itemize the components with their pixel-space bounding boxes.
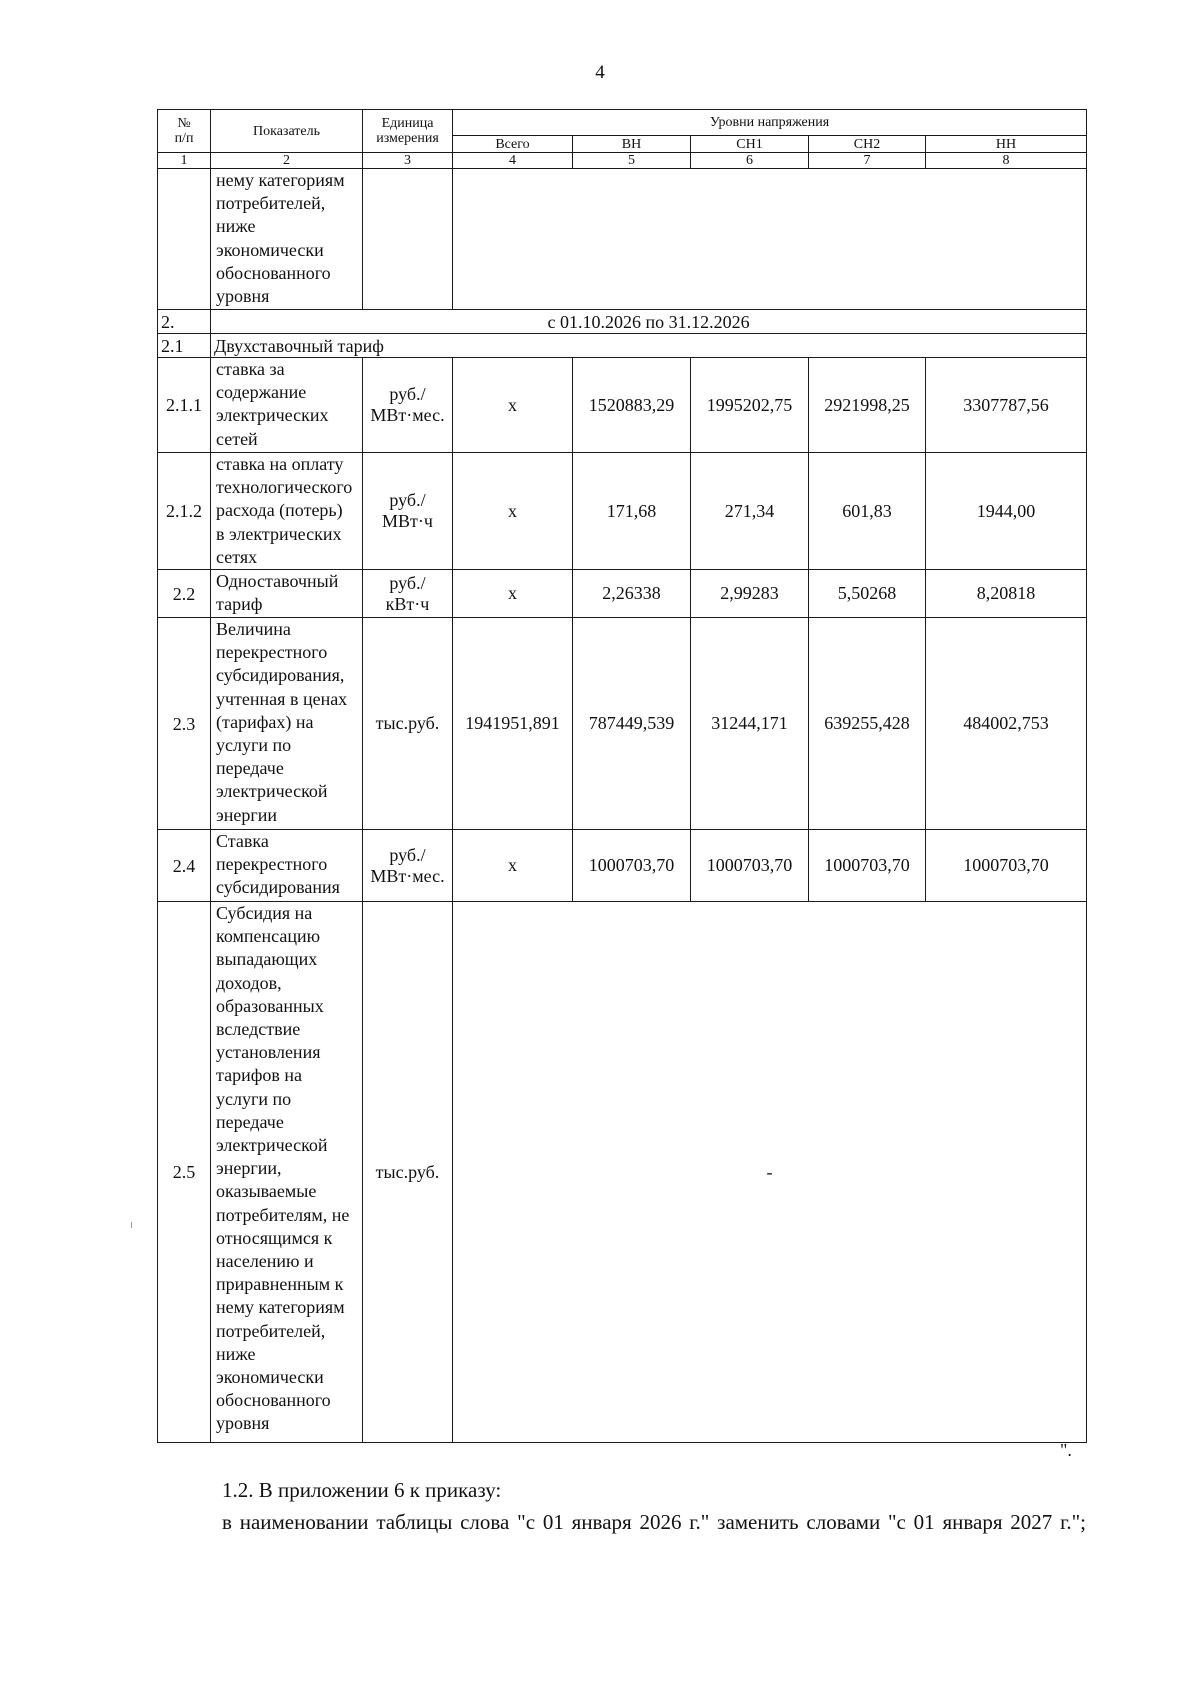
section-row-2-1 bbox=[158, 334, 1087, 358]
header-col-sn1: СН1 bbox=[691, 136, 809, 153]
row-number: 2.5 bbox=[158, 902, 211, 1443]
indicator-text: Величина перекрестного субсидирования, учтенная в ценах (тарифах) на услуги по передаче электрической энергии bbox=[211, 618, 363, 830]
unit-text: руб./ МВт·мес. bbox=[363, 358, 453, 453]
header-unit: Единица измерения bbox=[363, 110, 453, 153]
unit-text: руб./ кВт·ч bbox=[363, 570, 453, 618]
header-voltage-levels: Уровни напряжения bbox=[453, 110, 1087, 136]
value-total: 1941951,891 bbox=[453, 618, 573, 830]
indicator-text: ставка на оплату технологического расхода (потерь) в электрических сетях bbox=[211, 453, 363, 570]
value-sn1: 2,99283 bbox=[691, 570, 809, 618]
value-merged: - bbox=[453, 902, 1087, 1443]
paragraph-1-2: 1.2. В приложении 6 к приказу: bbox=[222, 1478, 502, 1502]
header-col-vn: ВН bbox=[573, 136, 691, 153]
value-vn: 171,68 bbox=[573, 453, 691, 570]
header-row-1 bbox=[158, 110, 1087, 136]
table-row-2-3 bbox=[158, 618, 1087, 830]
value-sn1: 271,34 bbox=[691, 453, 809, 570]
tariff-table bbox=[157, 109, 1087, 1443]
column-number: 3 bbox=[363, 153, 453, 169]
paragraph-replacement: в наименовании таблицы слова "с 01 января 2026 г." заменить словами "с 01 января 2027 г."; bbox=[222, 1510, 1086, 1534]
indicator-text: Субсидия на компенсацию выпадающих доходов, образованных вследствие установления тарифов на услуги по передаче электрической энергии, оказываемые потребителям, не относящимся к населению и приравненным к нему категориям потребителей, ниже экономически обоснованного уровня bbox=[211, 902, 363, 1443]
value-sn2: 639255,428 bbox=[809, 618, 926, 830]
table-row-2-1-1 bbox=[158, 358, 1087, 453]
row-number: 2.3 bbox=[158, 618, 211, 830]
scan-mark bbox=[131, 1222, 132, 1228]
column-number: 6 bbox=[691, 153, 809, 169]
value-sn1: 31244,171 bbox=[691, 618, 809, 830]
row-number: 2.4 bbox=[158, 830, 211, 902]
indicator-text: Одноставочный тариф bbox=[211, 570, 363, 618]
column-number: 7 bbox=[809, 153, 926, 169]
value-nn: 3307787,56 bbox=[926, 358, 1087, 453]
value-sn2: 2921998,25 bbox=[809, 358, 926, 453]
value-nn: 1000703,70 bbox=[926, 830, 1087, 902]
section-row-2 bbox=[158, 310, 1087, 334]
row-number: 2.1.2 bbox=[158, 453, 211, 570]
header-col-nn: НН bbox=[926, 136, 1087, 153]
table-row-2-2 bbox=[158, 570, 1087, 618]
column-number-row bbox=[158, 153, 1087, 169]
value-sn2: 5,50268 bbox=[809, 570, 926, 618]
value-vn: 787449,539 bbox=[573, 618, 691, 830]
unit-text: руб./ МВт·ч bbox=[363, 453, 453, 570]
column-number: 2 bbox=[211, 153, 363, 169]
value-sn1: 1995202,75 bbox=[691, 358, 809, 453]
section-title: Двухставочный тариф bbox=[211, 334, 1087, 358]
table-row-2-1-2 bbox=[158, 453, 1087, 570]
header-col-sn2: СН2 bbox=[809, 136, 926, 153]
value-total: х bbox=[453, 570, 573, 618]
section-number: 2. bbox=[158, 310, 211, 334]
value-total: х bbox=[453, 830, 573, 902]
row-number: 2.1.1 bbox=[158, 358, 211, 453]
row-number: 2.2 bbox=[158, 570, 211, 618]
indicator-text: нему категориям потребителей, ниже экономически обоснованного уровня bbox=[211, 169, 363, 310]
value-total: х bbox=[453, 453, 573, 570]
value-sn1: 1000703,70 bbox=[691, 830, 809, 902]
unit-text: тыс.руб. bbox=[363, 902, 453, 1443]
section-period: с 01.10.2026 по 31.12.2026 bbox=[211, 310, 1087, 334]
column-number: 4 bbox=[453, 153, 573, 169]
value-nn: 484002,753 bbox=[926, 618, 1087, 830]
header-indicator: Показатель bbox=[211, 110, 363, 153]
column-number: 5 bbox=[573, 153, 691, 169]
value-vn: 2,26338 bbox=[573, 570, 691, 618]
section-number: 2.1 bbox=[158, 334, 211, 358]
page-number: 4 bbox=[595, 62, 605, 83]
table-row-2-4 bbox=[158, 830, 1087, 902]
indicator-text: Ставка перекрестного субсидирования bbox=[211, 830, 363, 902]
value-vn: 1520883,29 bbox=[573, 358, 691, 453]
table-row-continuation bbox=[158, 169, 1087, 310]
closing-quote-mark: ". bbox=[1060, 1440, 1072, 1460]
value-total: х bbox=[453, 358, 573, 453]
value-sn2: 1000703,70 bbox=[809, 830, 926, 902]
unit-text: тыс.руб. bbox=[363, 618, 453, 830]
value-nn: 1944,00 bbox=[926, 453, 1087, 570]
table-row-2-5 bbox=[158, 902, 1087, 1443]
header-col-total: Всего bbox=[453, 136, 573, 153]
unit-text: руб./ МВт·мес. bbox=[363, 830, 453, 902]
value-vn: 1000703,70 bbox=[573, 830, 691, 902]
column-number: 1 bbox=[158, 153, 211, 169]
indicator-text: ставка за содержание электрических сетей bbox=[211, 358, 363, 453]
column-number: 8 bbox=[926, 153, 1087, 169]
value-nn: 8,20818 bbox=[926, 570, 1087, 618]
body-text bbox=[157, 1474, 1086, 1538]
value-sn2: 601,83 bbox=[809, 453, 926, 570]
header-num: № п/п bbox=[158, 110, 211, 153]
